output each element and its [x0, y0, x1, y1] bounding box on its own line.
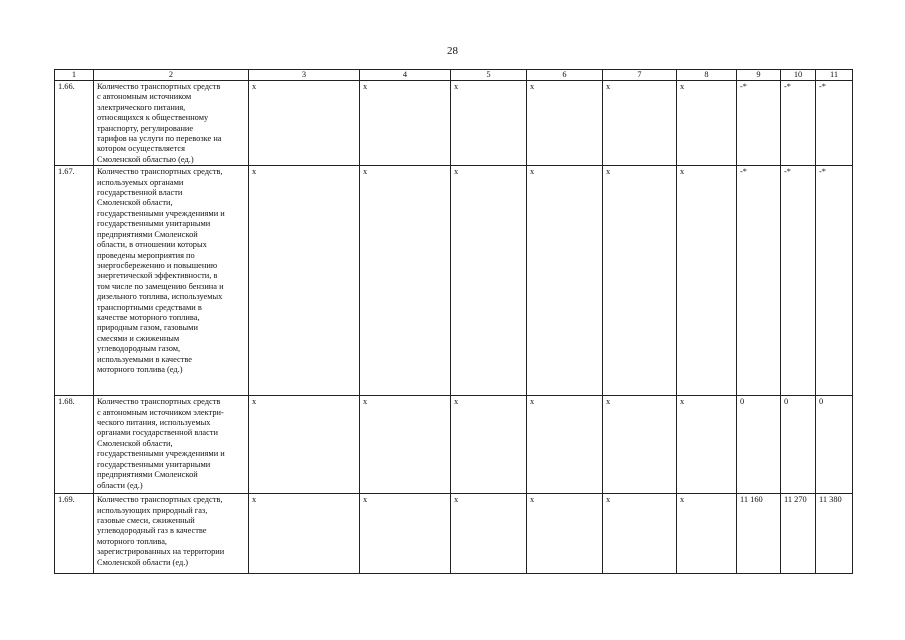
column-header: 7: [603, 70, 677, 81]
cell-col-10: 0: [781, 396, 816, 494]
table-row: [55, 396, 853, 494]
cell-col-10: -*: [781, 166, 816, 396]
cell-col-5: x: [451, 494, 527, 574]
cell-col-3: x: [249, 396, 360, 494]
cell-col-11: -*: [816, 81, 853, 166]
column-header: 10: [781, 70, 816, 81]
cell-col-8: x: [677, 494, 737, 574]
cell-col-9: 0: [737, 396, 781, 494]
cell-col-9: 11 160: [737, 494, 781, 574]
cell-col-8: x: [677, 396, 737, 494]
cell-col-5: x: [451, 396, 527, 494]
cell-col-3: x: [249, 81, 360, 166]
cell-col-7: x: [603, 494, 677, 574]
table-row: [55, 494, 853, 574]
cell-col-5: x: [451, 81, 527, 166]
column-header: 4: [360, 70, 451, 81]
column-header: 11: [816, 70, 853, 81]
cell-col-5: x: [451, 166, 527, 396]
header-row: [55, 70, 853, 81]
row-description: Количество транспортных средств, использующих природный газ, газовые смеси, сжиженный углеводородный газ в качестве моторного топлива, зарегистрированных на территории Смоленской области (ед.): [94, 494, 249, 574]
cell-col-10: -*: [781, 81, 816, 166]
table-row: [55, 81, 853, 166]
column-header: 6: [527, 70, 603, 81]
column-header: 3: [249, 70, 360, 81]
cell-col-3: x: [249, 494, 360, 574]
row-number: 1.68.: [55, 396, 94, 494]
cell-col-8: x: [677, 81, 737, 166]
row-description: Количество транспортных средств с автономным источником электри- ческого питания, используемых органами государственной власти Смоленской области, государственными учреждениями и государственными унитарными предприятиями Смоленской области (ед.): [94, 396, 249, 494]
data-table: [54, 69, 853, 574]
cell-col-11: -*: [816, 166, 853, 396]
cell-col-6: x: [527, 396, 603, 494]
page-number: 28: [447, 45, 458, 57]
column-header: 9: [737, 70, 781, 81]
column-header: 2: [94, 70, 249, 81]
cell-col-9: -*: [737, 81, 781, 166]
column-header: 8: [677, 70, 737, 81]
cell-col-6: x: [527, 81, 603, 166]
cell-col-4: x: [360, 81, 451, 166]
cell-col-6: x: [527, 494, 603, 574]
cell-col-4: x: [360, 494, 451, 574]
row-description: Количество транспортных средств, используемых органами государственной власти Смоленской области, государственными учреждениями и государственными унитарными предприятиями Смоленской области, в отношении которых проведены мероприятия по энергосбережению и повышению энергетической эффективности, в том числе по замещению бензина и дизельного топлива, используемых транспортными средствами в качестве моторного топлива, природным газом, газовыми смесями и сжиженным углеводородным газом, используемыми в качестве моторного топлива (ед.): [94, 166, 249, 396]
cell-col-7: x: [603, 396, 677, 494]
row-number: 1.66.: [55, 81, 94, 166]
cell-col-9: -*: [737, 166, 781, 396]
table-row: [55, 166, 853, 396]
cell-col-10: 11 270: [781, 494, 816, 574]
cell-col-11: 0: [816, 396, 853, 494]
cell-col-8: x: [677, 166, 737, 396]
cell-col-11: 11 380: [816, 494, 853, 574]
column-header: 1: [55, 70, 94, 81]
cell-col-3: x: [249, 166, 360, 396]
cell-col-4: x: [360, 166, 451, 396]
row-description: Количество транспортных средств с автономным источником электрического питания, относящихся к общественному транспорту, регулирование тарифов на услуги по перевозке на котором осуществляется Смоленской областью (ед.): [94, 81, 249, 166]
cell-col-7: x: [603, 166, 677, 396]
row-number: 1.67.: [55, 166, 94, 396]
row-number: 1.69.: [55, 494, 94, 574]
column-header: 5: [451, 70, 527, 81]
cell-col-6: x: [527, 166, 603, 396]
cell-col-4: x: [360, 396, 451, 494]
cell-col-7: x: [603, 81, 677, 166]
